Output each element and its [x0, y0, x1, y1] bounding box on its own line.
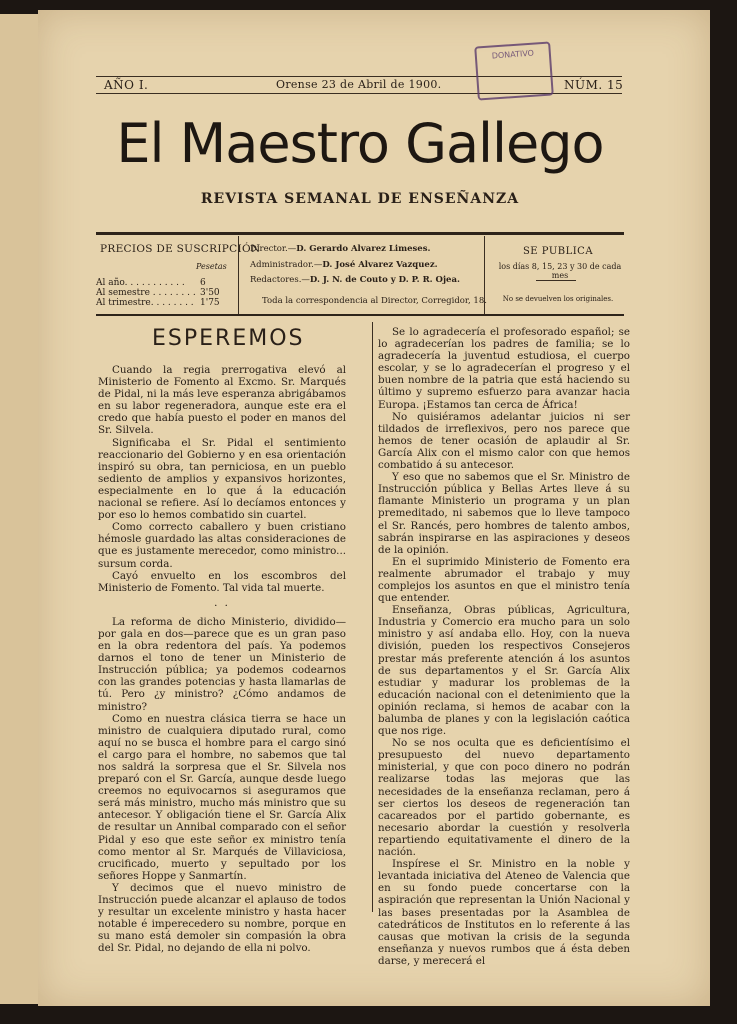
stamp-label: DONATIVO	[491, 48, 535, 61]
publication-title: SE PUBLICA	[522, 246, 594, 257]
newspaper-title: El Maestro Gallego	[116, 112, 604, 175]
issue-date: Orense 23 de Abril de 1900.	[276, 78, 442, 91]
price-value-year: 6	[200, 278, 206, 288]
paragraph: En el suprimido Ministerio de Fomento era realmente abrumador el trabajo y muy complejos los asuntos en que el ministro tenía que entender.	[378, 555, 630, 605]
paragraph: No se nos oculta que es deficientísimo el presupuesto del nuevo departamento ministerial, y que con poco dinero no podrán realizarse todas las mejoras que las necesidades de la enseñanza reclaman, pero á ser ciertos los deseos de regeneración tan cacareados por el partido gobernante, es necesario abordar la cuestión y resolverla repartiendo equitativamente el dinero de la nación.	[378, 737, 630, 859]
paragraph: Y decimos que el nuevo ministro de Instrucción puede alcanzar el aplauso de todos y resultar un excelente ministro y hasta hacer notable é imperecedero su nombre, porque en su mano está demoler sin compasión la obra del Sr. Pidal, no dejando de ella ni polvo.	[98, 881, 346, 955]
publication-dash	[536, 280, 576, 281]
paragraph: Como en nuestra clásica tierra se hace un ministro de cualquiera diputado rural, como aquí no se busca el hombre para el cargo sinó el cargo para el hombre, no sabemos que tal nos saldrá la sorpresa que el Sr. Silvela nos preparó con el Sr. García, aunque desde luego creemos no equivocarnos si aseguramos que será más ministro, mucho más ministro que su antecesor. Y obligación tiene el Sr. García Alix de resultar un Annibal comparado con el señor Pidal y eso que este señor ex ministro tenía como mentor al Sr. Marqués de Villaviciosa, crucificado, muerto y sepultado por los señores Hoppe y Sanmartín.	[98, 712, 346, 882]
staff-redact-names: D. J. N. de Couto y D. P. R. Ojea.	[309, 275, 460, 285]
price-value-quarter: 1'75	[200, 298, 220, 308]
paragraph: No quisiéramos adelantar juicios ni ser tildados de irreflexivos, pero nos parece que hemos de tener ocasión de aplaudir al Sr. García Alix con el mismo calor con que hemos combatido á su antecesor.	[378, 410, 630, 472]
price-row-quarter: Al trimestre. . . . . . . .	[96, 298, 194, 308]
article-heading: ESPEREMOS	[152, 326, 305, 351]
price-value-semester: 3'50	[200, 288, 220, 298]
column-separator	[372, 322, 373, 912]
staff-redact-label: Redactores.—	[250, 275, 310, 285]
paragraph: Se lo agradecería el profesorado español; se lo agradecerían los padres de familia; se lo agradecería la juventud estudiosa, el cuerpo escolar, y se lo agradecerían el progreso y el buen nombre de la patria que está haciendo su último y supremo esfuerzo para avanzar hacia Europa. ¡Estamos tan cerca de África!	[378, 326, 630, 411]
price-row-year: Al año. . . . . . . . . . .	[96, 278, 185, 288]
publication-days: los días 8, 15, 23 y 30 de cada mes	[498, 262, 622, 280]
paragraph: Significaba el Sr. Pidal el sentimiento reaccionario del Gobierno y en esa orientación inspiró su obra, tan perniciosa, en un pueblo sediento de amplios y expansivos horizontes, especialmente en lo que á la educación nacional se refiere. Así lo decíamos entonces y por eso lo hemos combatido sin cuartel.	[98, 436, 346, 522]
publication-note: No se devuelven los originales.	[502, 295, 614, 303]
library-stamp	[474, 41, 554, 100]
staff-director	[250, 244, 430, 254]
paragraph: Cayó envuelto en los escombros del Ministerio de Fomento. Tal vida tal muerte.	[98, 569, 346, 594]
article-column-left	[98, 364, 346, 955]
article-column-right	[378, 326, 630, 967]
info-box-bottom-rule	[96, 314, 624, 316]
prices-title: PRECIOS DE SUSCRIPCIÓN	[100, 243, 261, 255]
section-dots: · ·	[214, 599, 230, 612]
price-row-semester: Al semestre . . . . . . . .	[96, 288, 196, 298]
staff-admin-name: D. José Alvarez Vazquez.	[322, 260, 438, 270]
issue-number: NÚM. 15	[564, 78, 624, 92]
staff-redactores	[250, 275, 460, 285]
staff-admin	[250, 260, 438, 270]
prices-unit: Pesetas	[196, 262, 227, 271]
correspondence-note: Toda la correspondencia al Director, Corregidor, 18.	[262, 296, 487, 306]
paragraph: Y eso que no sabemos que el Sr. Ministro de Instrucción pública y Bellas Artes lleve á su flamante Ministerio un programa y un plan premeditado, ni sabemos que lo lleve tampoco el Sr. Rancés, pero hombres de talento ambos, sabrán inspirarse en las aspiraciones y deseos de la opinión.	[378, 471, 630, 556]
issue-year: AÑO I.	[104, 78, 149, 92]
paragraph: Enseñanza, Obras públicas, Agricultura, Industria y Comercio era mucho para un solo ministro y así andaba ello. Hoy, con la nueva división, pueden los respectivos Consejeros prestar más preferente atención á los asuntos de sus departamentos y el Sr. García Alix estudiar y madurar los problemas de la educación nacional con el detenimiento que la opinión reclama, si hemos de acabar con la balumba de planes y con la legislación caótica que nos rige.	[378, 604, 630, 738]
left-page-edge	[0, 14, 41, 1004]
staff-director-name: D. Gerardo Alvarez Limeses.	[296, 244, 431, 254]
staff-admin-label: Administrador.—	[250, 260, 323, 270]
staff-director-label: Director.—	[250, 244, 297, 254]
paragraph: La reforma de dicho Ministerio, dividido—por gala en dos—parece que es un gran paso en la obra redentora del país. Ya podemos darnos el tono de tener un Ministerio de Instrucción pública; ya podemos codearnos con las grandes potencias y hasta llamarlas de tú. Pero ¿y ministro? ¿Cómo andamos de ministro?	[98, 615, 346, 713]
info-box-top-rule	[96, 232, 624, 235]
paragraph: Inspírese el Sr. Ministro en la noble y levantada iniciativa del Ateneo de Valencia que en su fondo puede concertarse con la aspiración que representan la Unión Nacional y las bases presentadas por la Asamblea de catedráticos de Institutos en lo referente á las causas que motivan la crisis de la segunda enseñanza y nuevos rumbos que á ésta deben darse, y merecerá el	[378, 858, 630, 967]
paragraph: Como correcto caballero y buen cristiano hémosle guardado las altas consideraciones de que es justamente merecedor, como ministro... sursum corda.	[98, 521, 346, 570]
newspaper-subtitle: REVISTA SEMANAL DE ENSEÑANZA	[200, 191, 520, 207]
paragraph: Cuando la regia prerrogativa elevó al Ministerio de Fomento al Excmo. Sr. Marqués de Pidal, ni la más leve esperanza abrigábamos en su labor regeneradora, aunque este era el credo que había puesto el poder en manos del Sr. Silvela.	[98, 364, 346, 437]
